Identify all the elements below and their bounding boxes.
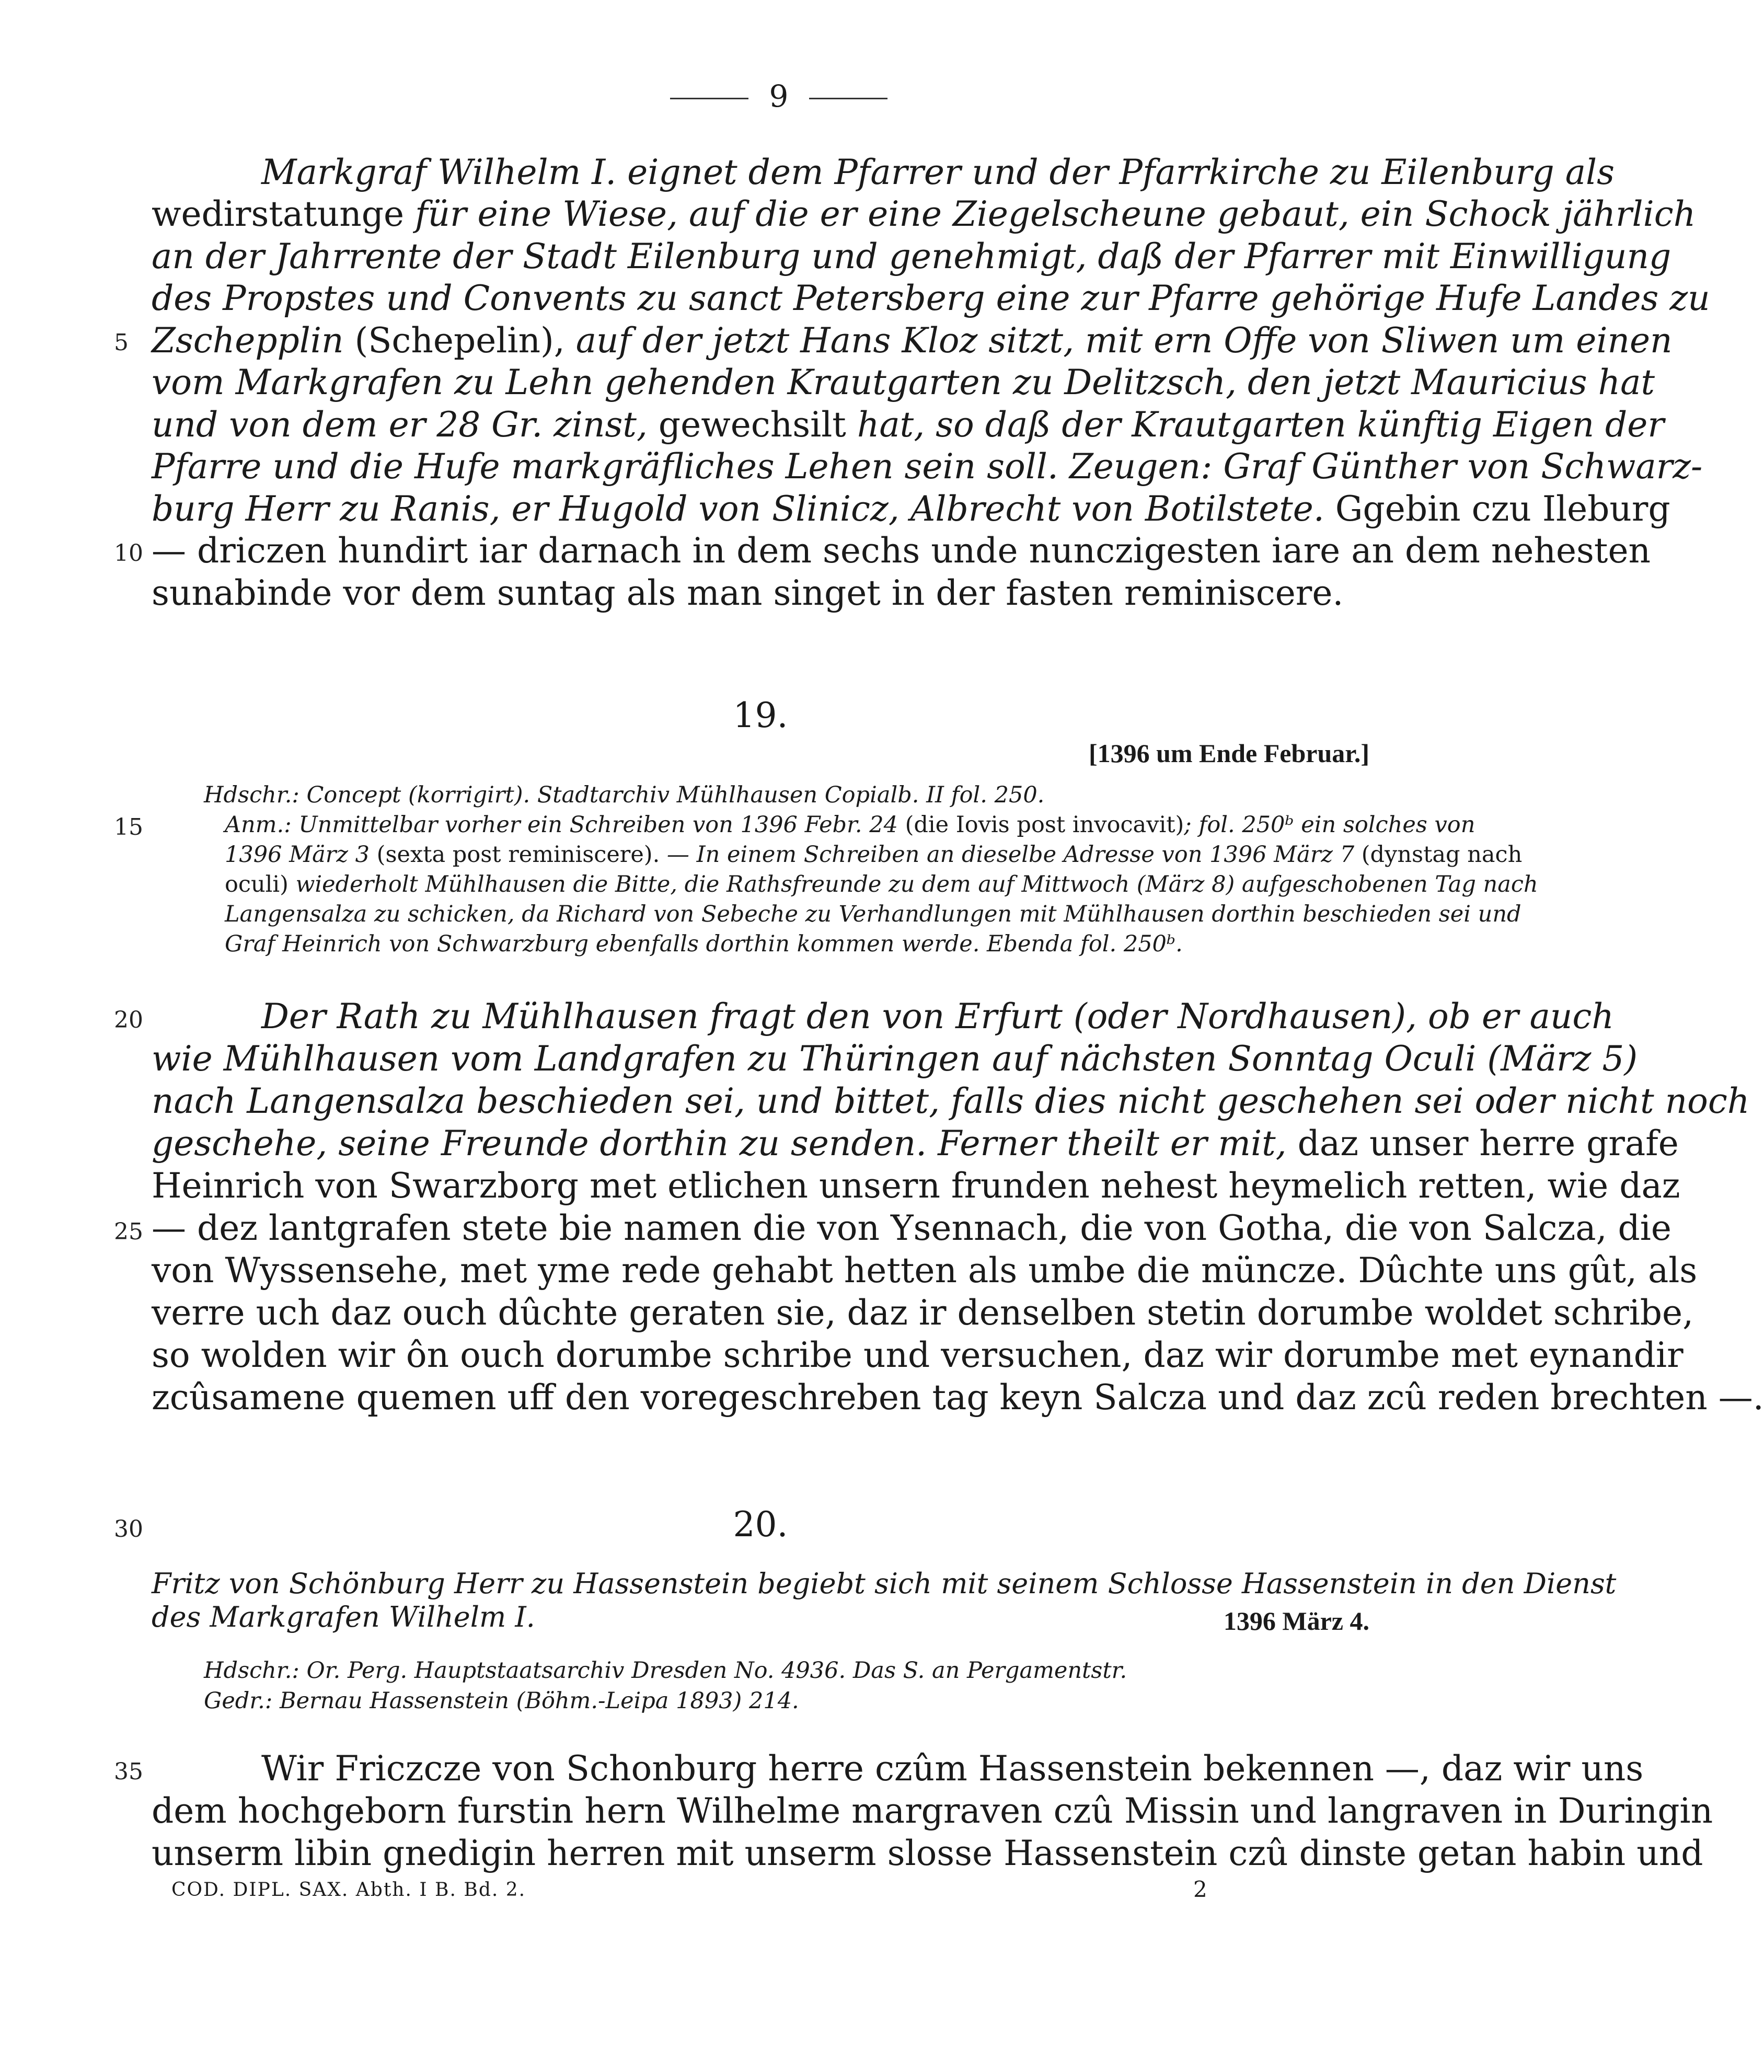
italic-segment: nach Langensalza beschieden sei, und bittet, falls dies nicht geschehen sei oder nicht noch bbox=[152, 1081, 1750, 1121]
text-segment: — driczen hundirt iar darnach in dem sechs unde nunczigesten iare an dem nehesten bbox=[152, 531, 1651, 571]
text-segment: — dez lantgrafen stete bie namen die von Ysennach, die von Gotha, die von Salcza, die bbox=[152, 1208, 1671, 1248]
text-segment: oculi) bbox=[225, 871, 296, 897]
italic-segment: Langensalza zu schicken, da Richard von Sebeche zu Verhandlungen mit Mühlhausen dorthin beschieden sei und bbox=[225, 901, 1521, 927]
margin-number: 30 bbox=[114, 1516, 143, 1543]
dash-right bbox=[809, 98, 887, 99]
text-line bbox=[152, 404, 1664, 446]
text-segment: dem hochgeborn furstin hern Wilhelme margraven czû Missin und langraven in Duringin bbox=[152, 1791, 1713, 1831]
dash-left bbox=[670, 98, 748, 99]
note-line bbox=[225, 870, 1538, 900]
text-line bbox=[152, 320, 1673, 362]
italic-segment: — In einem Schreiben an dieselbe Adresse von 1396 März 7 bbox=[666, 842, 1362, 868]
italic-segment: 1396 März 3 bbox=[225, 842, 377, 868]
margin-number: 15 bbox=[114, 814, 143, 841]
note-line bbox=[225, 840, 1523, 870]
text-line bbox=[152, 1123, 1679, 1165]
note-line bbox=[225, 810, 1475, 840]
text-line bbox=[152, 572, 1369, 614]
italic-segment: Anm.: Unmittelbar vorher ein Schreiben von 1396 Febr. 24 bbox=[225, 812, 905, 838]
text-line bbox=[152, 1790, 1713, 1832]
italic-segment: auf der jetzt Hans Kloz sitzt, mit ern Offe von Sliwen um einen bbox=[575, 320, 1673, 361]
footer-signature: COD. DIPL. SAX. Abth. I B. Bd. 2. bbox=[171, 1879, 526, 1901]
italic-segment: wiederholt Mühlhausen die Bitte, die Rathsfreunde zu dem auf Mittwoch (März 8) aufgeschobenen Tag nach bbox=[295, 871, 1538, 897]
text-line bbox=[152, 446, 1703, 488]
text-segment: (die Iovis post invocavit) bbox=[905, 812, 1184, 838]
note-line bbox=[204, 1656, 1369, 1686]
text-line bbox=[152, 530, 1651, 572]
regest-line: des Markgrafen Wilhelm I. bbox=[152, 1601, 535, 1633]
text-line bbox=[261, 152, 1615, 193]
margin-number: 5 bbox=[114, 329, 129, 356]
italic-segment: geschehe, seine Freunde dorthin zu senden. Ferner theilt er mit, bbox=[152, 1123, 1298, 1164]
note-line bbox=[225, 900, 1521, 929]
doc19-date: [1396 um Ende Februar.] bbox=[1088, 739, 1369, 768]
margin-number: 10 bbox=[114, 540, 143, 567]
text-segment: so wolden wir ôn ouch dorumbe schribe und versuchen, daz wir dorumbe met eynandir bbox=[152, 1335, 1684, 1375]
italic-segment: des Propstes und Convents zu sanct Petersberg eine zur Pfarre gehörige Hufe Landes zu bbox=[152, 278, 1710, 318]
italic-segment: Markgraf Wilhelm I. eignet dem Pfarrer und der Pfarrkirche zu Eilenburg als bbox=[261, 152, 1615, 192]
italic-segment: Gedr.: Bernau Hassenstein (Böhm.-Leipa 1893) 214. bbox=[204, 1688, 799, 1714]
text-line bbox=[152, 1334, 1684, 1376]
text-segment: Ggebin czu Ileburg bbox=[1335, 489, 1670, 529]
italic-segment: ; fol. 250ᵇ ein solches von bbox=[1184, 812, 1475, 838]
doc20-number: 20. bbox=[733, 1504, 788, 1545]
page-number-text: 9 bbox=[769, 78, 789, 114]
text-segment: zcûsamene quemen uff den voregeschreben tag keyn Salcza und daz zcû reden brechten —. bbox=[152, 1377, 1764, 1418]
text-line bbox=[152, 278, 1710, 319]
regest-line: Fritz von Schönburg Herr zu Hassenstein begiebt sich mit seinem Schlosse Hassenstein in den Dienst bbox=[152, 1567, 1617, 1600]
text-segment: (sexta post reminiscere). bbox=[376, 842, 667, 868]
text-line bbox=[152, 488, 1670, 530]
doc19-number: 19. bbox=[733, 695, 788, 735]
text-line bbox=[152, 236, 1671, 278]
text-line bbox=[152, 1377, 1764, 1419]
text-line bbox=[152, 1207, 1671, 1249]
text-segment: verre uch daz ouch dûchte geraten sie, daz ir denselben stetin dorumbe woldet schribe, bbox=[152, 1293, 1694, 1333]
margin-number: 20 bbox=[114, 1007, 143, 1033]
text-segment: unserm libin gnedigin herren mit unserm slosse Hassenstein czû dinste getan habin und bbox=[152, 1833, 1703, 1873]
note-line bbox=[225, 929, 1369, 959]
italic-segment: Hdschr.: Or. Perg. Hauptstaatsarchiv Dresden No. 4936. Das S. an Pergamentstr. bbox=[204, 1657, 1127, 1684]
text-segment: wedirstatunge bbox=[152, 194, 416, 234]
margin-number: 25 bbox=[114, 1218, 143, 1245]
page-number bbox=[627, 78, 930, 114]
text-line bbox=[152, 362, 1655, 404]
italic-segment: Hdschr.: Concept (korrigirt). Stadtarchiv Mühlhausen Copialb. II fol. 250. bbox=[204, 782, 1045, 808]
italic-segment: Der Rath zu Mühlhausen fragt den von Erfurt (oder Nordhausen), ob er auch bbox=[261, 996, 1614, 1037]
text-segment: gewechsilt bbox=[658, 405, 857, 445]
text-line bbox=[152, 1038, 1638, 1080]
text-segment: sunabinde vor dem suntag als man singet in der fasten reminiscere. bbox=[152, 573, 1344, 613]
text-line bbox=[152, 193, 1696, 235]
note-line bbox=[204, 780, 1369, 810]
italic-segment: Zschepplin bbox=[152, 320, 355, 361]
italic-segment: vom Markgrafen zu Lehn gehenden Krautgarten zu Delitzsch, den jetzt Mauricius hat bbox=[152, 362, 1655, 402]
text-line bbox=[261, 1748, 1644, 1790]
italic-segment: für eine Wiese, auf die er eine Ziegelscheune gebaut, ein Schock jährlich bbox=[415, 194, 1696, 234]
note-line bbox=[204, 1686, 1369, 1716]
text-segment: von Wyssensehe, met yme rede gehabt hetten als umbe die müncze. Dûchte uns gût, als bbox=[152, 1250, 1698, 1291]
italic-segment: an der Jahrrente der Stadt Eilenburg und genehmigt, daß der Pfarrer mit Einwilligung bbox=[152, 236, 1671, 277]
doc20-date: 1396 März 4. bbox=[1223, 1606, 1369, 1636]
text-line bbox=[152, 1833, 1703, 1874]
sheet-number: 2 bbox=[1193, 1877, 1207, 1902]
text-segment: Wir Friczcze von Schonburg herre czûm Hassenstein bekennen —, daz wir uns bbox=[261, 1748, 1644, 1789]
italic-segment: burg Herr zu Ranis, er Hugold von Slinicz, Albrecht von Botilstete. bbox=[152, 489, 1335, 529]
text-segment: (Schepelin), bbox=[354, 320, 576, 361]
italic-segment: Pfarre und die Hufe markgräfliches Lehen sein soll. Zeugen: Graf Günther von Schwarz- bbox=[152, 446, 1703, 487]
margin-number: 35 bbox=[114, 1758, 143, 1785]
italic-segment: wie Mühlhausen vom Landgrafen zu Thüringen auf nächsten Sonntag Oculi (März 5) bbox=[152, 1039, 1638, 1079]
text-segment: (dynstag nach bbox=[1361, 842, 1523, 868]
text-line bbox=[261, 996, 1614, 1038]
text-line bbox=[152, 1250, 1698, 1292]
italic-segment: Graf Heinrich von Schwarzburg ebenfalls dorthin kommen werde. Ebenda fol. 250ᵇ. bbox=[225, 931, 1183, 957]
text-segment: Heinrich von Swarzborg met etlichen unsern frunden nehest heymelich retten, wie daz bbox=[152, 1166, 1680, 1206]
text-line bbox=[152, 1165, 1680, 1207]
text-segment: daz unser herre grafe bbox=[1297, 1123, 1679, 1164]
text-line bbox=[152, 1080, 1750, 1122]
italic-segment: hat, so daß der Krautgarten künftig Eigen der bbox=[857, 405, 1664, 445]
italic-segment: und von dem er 28 Gr. zinst, bbox=[152, 405, 659, 445]
text-line bbox=[152, 1292, 1694, 1334]
